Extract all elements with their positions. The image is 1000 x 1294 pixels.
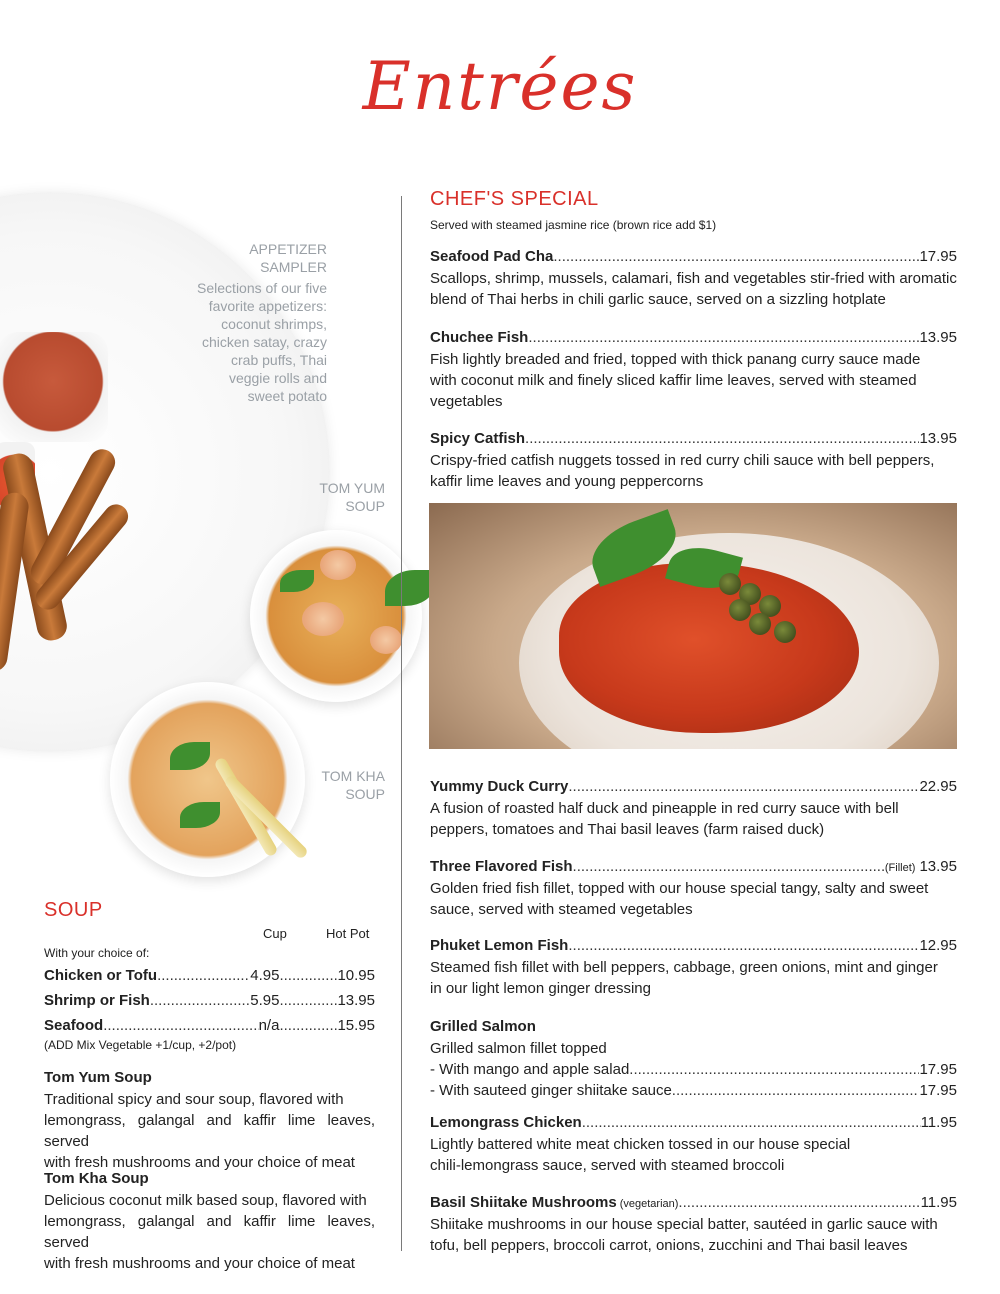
description-line: coconut shrimps, [221,316,327,332]
menu-item-spicy-catfish [430,430,957,492]
caption-line: TOM YUM [319,480,385,496]
page-title: Entrées [362,48,638,125]
item-header [430,1018,957,1035]
description-line: in our light lemon ginger dressing [430,980,651,997]
description-line: chili-lemongrass sauce, served with steamed broccoli [430,1157,785,1174]
item-name: Spicy Catfish [430,430,526,447]
cup-price: n/a [258,1017,280,1034]
soup-option-name: Shrimp or Fish [44,992,150,1009]
menu-item-chuchee-fish [430,329,957,412]
description-line: Lightly battered white meat chicken tossed in our house special [430,1136,851,1153]
description-line: sweet potato [247,388,327,404]
item-price: 12.95 [919,937,957,954]
soup-item-description [44,1190,375,1274]
lemongrass [213,756,278,857]
addon-note: (ADD Mix Vegetable +1/cup, +2/pot) [44,1038,237,1052]
description-line: blend of Thai herbs in chili garlic sauce, served on a sizzling hotplate [430,291,886,308]
green-peppercorn [729,599,751,621]
column-divider [401,196,402,1251]
item-name: Basil Shiitake Mushrooms [430,1194,617,1211]
description-line: A fusion of roasted half duck and pineapple in red curry sauce with bell [430,800,899,817]
cup-column-header: Cup [263,926,287,941]
appetizer-sampler-caption [186,240,327,276]
menu-item-basil-shiitake-mushrooms [430,1194,957,1256]
intro-text: Grilled salmon fillet topped [430,1040,607,1057]
item-note: (Fillet) [884,862,916,874]
item-header [430,778,957,795]
description-line: Traditional spicy and sour soup, flavored with [44,1091,344,1108]
description-line: veggie rolls and [228,370,327,386]
dot-leader [568,778,919,795]
dot-leader [573,858,885,875]
description-line: Delicious coconut milk based soup, flavored with [44,1192,367,1209]
dot-leader [678,1194,920,1211]
caption-line: TOM KHA [321,768,385,784]
caption-line: APPETIZER [249,241,327,257]
cup-price: 4.95 [250,967,280,984]
item-price: 17.95 [919,248,957,265]
description-line: with coconut milk and finely sliced kaffir lime leaves, served with steamed [430,372,917,389]
item-note: (vegetarian) [619,1198,679,1210]
item-header [430,858,957,875]
caption-line: SOUP [345,786,385,802]
green-peppercorn [719,573,741,595]
description-line: Steamed fish fillet with bell peppers, cabbage, green onions, mint and ginger [430,959,938,976]
description-line: favorite appetizers: [208,298,327,314]
menu-item-phuket-lemon-fish [430,937,957,999]
hotpot-price: 13.95 [337,992,375,1009]
item-name: Grilled Salmon [430,1018,536,1035]
salmon-option-row [430,1080,957,1101]
item-name: Phuket Lemon Fish [430,937,569,954]
shrimp [302,602,344,636]
soup-item-name: Tom Yum Soup [44,1069,152,1086]
description-line: tofu, bell peppers, broccoli carrot, onions, zucchini and Thai basil leaves [430,1237,908,1254]
item-name: Seafood Pad Cha [430,248,554,265]
dot-leader [582,1114,921,1131]
item-header [430,329,957,346]
tom-yum-caption [290,479,385,515]
option-label: - With sauteed ginger shiitake sauce [430,1082,672,1099]
dot-leader [157,967,250,984]
item-header [430,937,957,954]
description-line: Scallops, shrimp, mussels, calamari, fish and vegetables stir-fried with aromatic [430,270,957,287]
item-description [430,957,957,999]
item-price: 13.95 [919,858,957,875]
cilantro-leaf [170,742,210,770]
description-line: chicken satay, crazy [201,334,327,350]
soup-price-row [44,992,375,1009]
description-line: Shiitake mushrooms in our house special batter, sautéed in garlic sauce with [430,1216,938,1233]
option-price: 17.95 [919,1082,957,1099]
dot-leader [528,329,919,346]
item-header [430,248,957,265]
chefs-special-subtitle: Served with steamed jasmine rice (brown rice add $1) [430,218,717,232]
item-name: Yummy Duck Curry [430,778,569,795]
description-line: lemongrass, galangal and kaffir lime leaves, served [44,1112,375,1150]
item-name: Three Flavored Fish [430,858,573,875]
soup-item-name: Tom Kha Soup [44,1170,149,1187]
tom-yum-soup-photo [250,530,422,702]
description-line: kaffir lime leaves and young peppercorns [430,473,704,490]
item-intro [430,1038,957,1059]
description-line: with fresh mushrooms and your choice of meat [44,1154,355,1171]
hotpot-price: 15.95 [337,1017,375,1034]
item-price: 11.95 [920,1194,957,1211]
description-line: Fish lightly breaded and fried, topped with thick panang curry sauce made [430,351,921,368]
soup-price-row [44,967,375,984]
sauce-dish [0,332,108,442]
item-header [430,1194,957,1211]
item-name: Chuchee Fish [430,329,529,346]
appetizer-sampler-description [176,279,327,405]
green-peppercorn [749,613,771,635]
description-line: Selections of our five [197,280,327,296]
description-line: Crispy-fried catfish nuggets tossed in red curry chili sauce with bell peppers, [430,452,935,469]
item-price: 13.95 [919,430,957,447]
option-price: 17.95 [919,1061,957,1078]
item-name: Lemongrass Chicken [430,1114,582,1131]
cup-price: 5.95 [250,992,280,1009]
item-description [430,878,957,920]
dot-leader [279,992,337,1009]
description-line: sauce, served with steamed vegetables [430,901,693,918]
description-line: vegetables [430,393,503,410]
dot-leader [279,1017,337,1034]
dot-leader [553,248,919,265]
description-line: crab puffs, Thai [231,352,327,368]
caption-line: SAMPLER [260,259,327,275]
dot-leader [672,1080,920,1101]
item-price: 22.95 [919,778,957,795]
green-peppercorn [774,621,796,643]
item-price: 13.95 [919,329,957,346]
menu-item-seafood-pad-cha [430,248,957,310]
item-description [430,450,957,492]
soup-price-row [44,1017,375,1034]
item-header [430,430,957,447]
dot-leader [279,967,337,984]
cilantro-leaf [280,570,314,592]
salmon-option-row [430,1059,957,1080]
description-line: lemongrass, galangal and kaffir lime leaves, served [44,1213,375,1251]
dot-leader [525,430,919,447]
item-price: 11.95 [920,1114,957,1131]
description-line: with fresh mushrooms and your choice of meat [44,1255,355,1272]
dot-leader [150,992,250,1009]
soup-item [44,1170,375,1274]
chefs-special-title: CHEF'S SPECIAL [430,188,599,210]
item-description [430,1214,957,1256]
caption-line: SOUP [345,498,385,514]
soup-item [44,1069,375,1173]
hotpot-price: 10.95 [337,967,375,984]
shrimp [370,626,402,654]
option-label: - With mango and apple salad [430,1061,630,1078]
cilantro-leaf [180,802,220,828]
item-header [430,1114,957,1131]
description-line: peppers, tomatoes and Thai basil leaves (farm raised duck) [430,821,825,838]
tom-kha-caption [290,767,385,803]
description-line: Golden fried fish fillet, topped with our house special tangy, salty and sweet [430,880,929,897]
item-description [430,268,957,310]
sweet-potato-fry [0,491,30,673]
soup-choice-label: With your choice of: [44,946,150,960]
menu-item-three-flavored-fish [430,858,957,920]
hotpot-column-header: Hot Pot [326,926,370,941]
chuchee-fish-photo [429,503,957,749]
soup-item-description [44,1089,375,1173]
menu-item-lemongrass-chicken [430,1114,957,1176]
dot-leader [568,937,919,954]
basil-leaf [385,570,435,606]
dot-leader [629,1059,919,1080]
soup-section-title: SOUP [44,899,103,921]
soup-option-name: Chicken or Tofu [44,967,158,984]
item-description [430,798,957,840]
tom-kha-soup-photo [110,682,305,877]
dot-leader [103,1017,258,1034]
menu-item-yummy-duck-curry [430,778,957,840]
soup-option-name: Seafood [44,1017,104,1034]
item-description [430,1134,957,1176]
shrimp [320,550,356,580]
item-description [430,349,957,412]
menu-item-grilled-salmon [430,1018,957,1101]
